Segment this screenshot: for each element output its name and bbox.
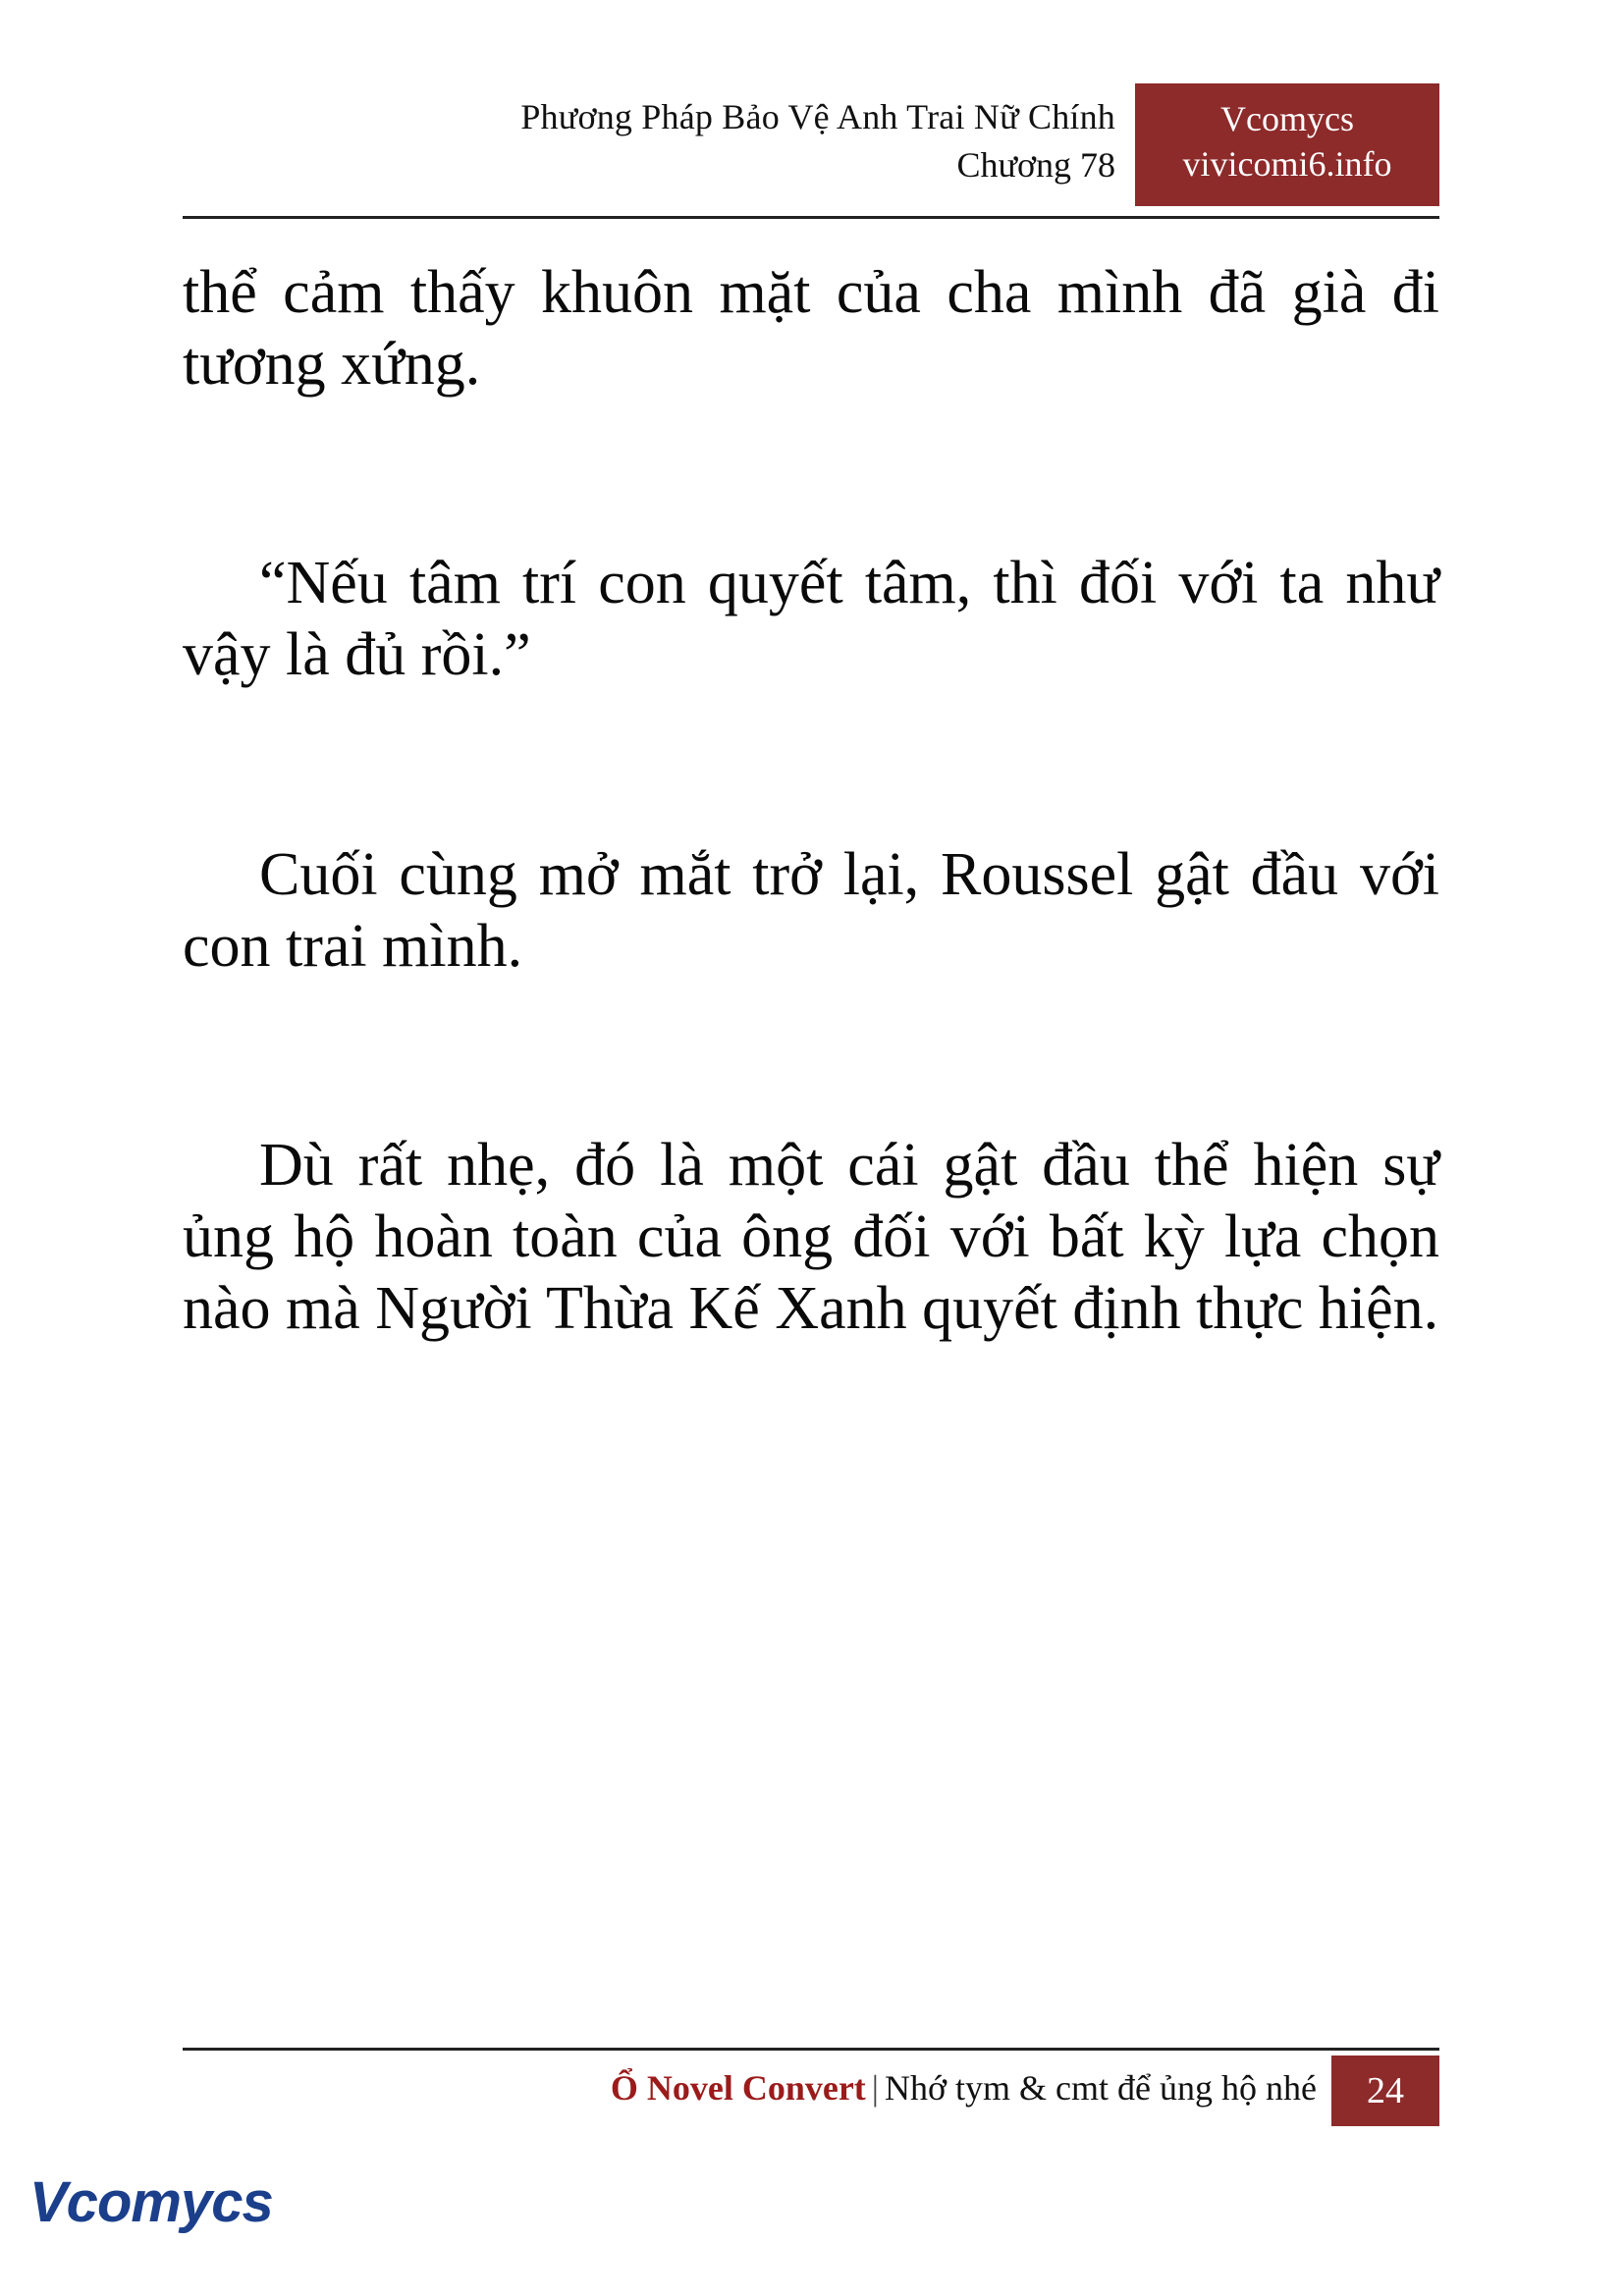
watermark-text: Vcomycs [29,2170,273,2234]
watermark-logo [29,2169,273,2258]
paragraph-text: “Nếu tâm trí con quyết tâm, thì đối với ta như vậy là đủ rồi.” [183,550,1439,689]
footer-note: Nhớ tym & cmt để ủng hộ nhé [885,2068,1317,2108]
paragraph-spacer [183,400,1439,548]
page-number: 24 [1331,2056,1439,2126]
footer-divider [183,2048,1439,2051]
paragraph [183,839,1439,983]
paragraph [183,1130,1439,1345]
footer-separator: | [871,2068,880,2108]
paragraph-spacer [183,692,1439,839]
paragraph-text: Cuối cùng mở mắt trở lại, Roussel gật đầu với con trai mình. [183,840,1439,980]
paragraph: thể cảm thấy khuôn mặt của cha mình đã già đi tương xứng. [183,259,1439,399]
paragraph [183,548,1439,691]
header-divider [183,216,1439,219]
paragraph-spacer [183,983,1439,1130]
book-title: Phương Pháp Bảo Vệ Anh Trai Nữ Chính [520,97,1115,136]
site-stamp [1135,83,1439,206]
footer-brand: Ổ Novel Convert [610,2068,866,2108]
header-title-block [232,93,1115,188]
chapter-label: Chương 78 [956,144,1115,185]
paragraph-text: Dù rất nhẹ, đó là một cái gật đầu thể hiện sự ủng hộ hoàn toàn của ông đối với bất kỳ lựa chọn nào mà Người Thừa Kế Xanh quyết định thực hiện. [183,1131,1439,1343]
site-stamp-url: vivicomi6.info [1182,143,1392,184]
site-stamp-brand: Vcomycs [1220,99,1354,138]
page-header [183,93,1439,211]
page-content [183,257,1439,1345]
footer-credit [611,2067,1317,2109]
page-footer [183,2067,1439,2136]
